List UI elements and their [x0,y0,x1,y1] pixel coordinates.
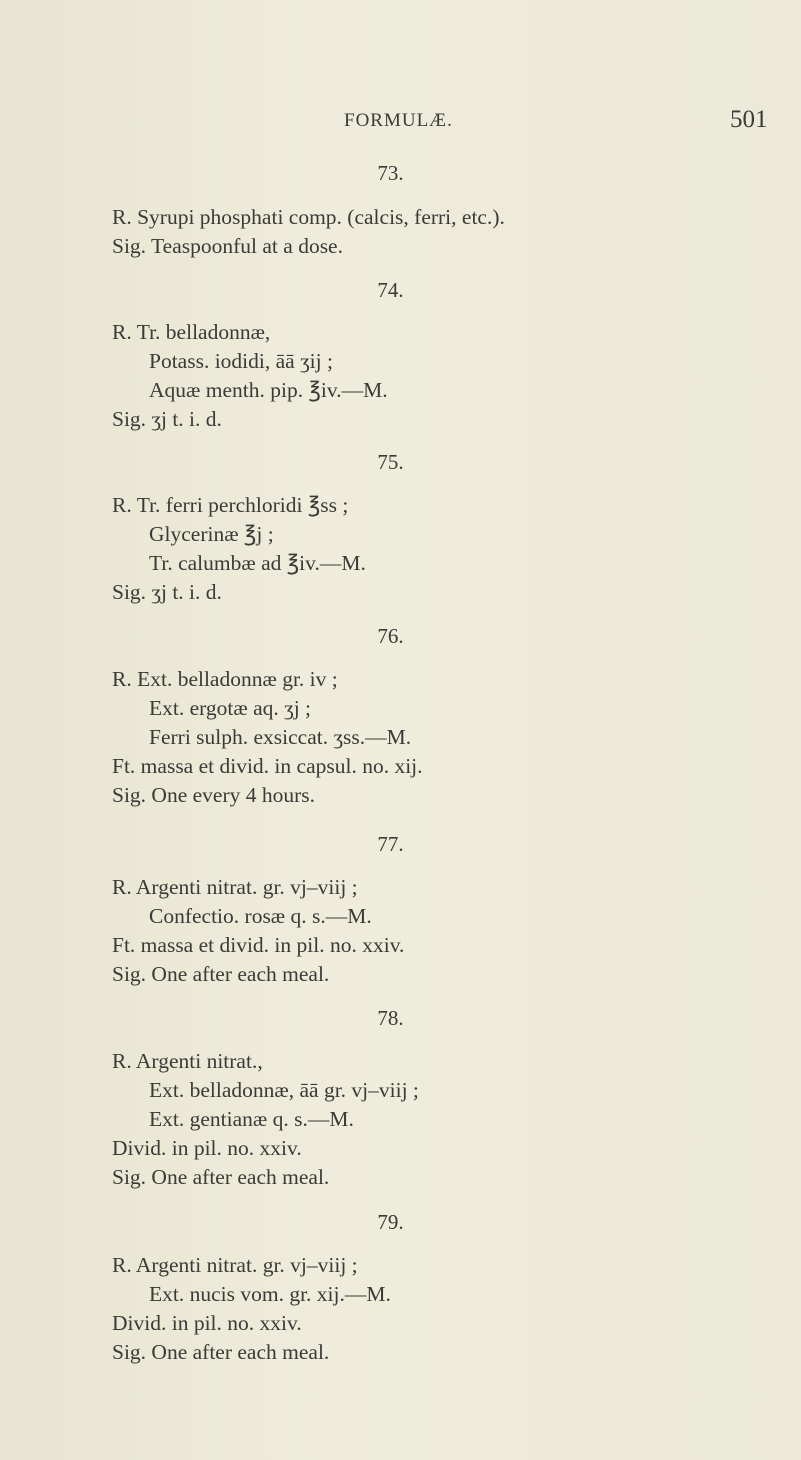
formula-line: R. Argenti nitrat. gr. vj–viij ; [112,875,358,899]
running-head [0,106,801,136]
formula-line: Potass. iodidi, āā ʒij ; [149,349,333,373]
formula-line: Confectio. rosæ q. s.—M. [149,904,372,928]
formula-line: Divid. in pil. no. xxiv. [112,1136,302,1160]
formula-number: 77. [377,832,404,856]
formula-line: R. Argenti nitrat., [112,1049,263,1073]
formula-line: Sig. One after each meal. [112,1340,330,1364]
formula-line: Ext. belladonnæ, āā gr. vj–viij ; [149,1078,419,1102]
formula-line: Ext. ergotæ aq. ʒj ; [149,696,312,720]
formula-line: Ext. gentianæ q. s.—M. [149,1107,354,1131]
formula-line: Ferri sulph. exsiccat. ʒss.—M. [149,725,412,749]
formula-line: R. Syrupi phosphati comp. (calcis, ferri, etc.). [112,205,505,229]
formula-line: Sig. ʒj t. i. d. [112,407,222,431]
formula-line: Sig. One after each meal. [112,962,330,986]
formula-line: Glycerinæ ℥j ; [149,522,274,546]
formula-number: 74. [377,278,404,302]
formula-line: R. Tr. belladonnæ, [112,320,271,344]
formula-line: Sig. One every 4 hours. [112,783,316,807]
formula-line: Ft. massa et divid. in pil. no. xxiv. [112,933,405,957]
formula-line: Sig. ʒj t. i. d. [112,580,222,604]
formula-number: 75. [377,450,404,474]
formula-number: 78. [377,1006,404,1030]
formula-line: Sig. Teaspoonful at a dose. [112,234,343,258]
formula-line: R. Tr. ferri perchloridi ℥ss ; [112,493,349,517]
formula-number: 73. [377,161,404,185]
page-number: 501 [730,106,768,133]
formula-number: 79. [377,1210,404,1234]
running-title: FORMULÆ. [344,110,453,131]
formula-number: 76. [377,624,404,648]
formula-line: Ft. massa et divid. in capsul. no. xij. [112,754,423,778]
formula-line: Divid. in pil. no. xxiv. [112,1311,302,1335]
formula-line: Aquæ menth. pip. ℥iv.—M. [149,378,388,402]
formula-line: Tr. calumbæ ad ℥iv.—M. [149,551,366,575]
formula-line: R. Argenti nitrat. gr. vj–viij ; [112,1253,358,1277]
formula-line: Sig. One after each meal. [112,1165,330,1189]
formula-line: Ext. nucis vom. gr. xij.—M. [149,1282,391,1306]
formula-line: R. Ext. belladonnæ gr. iv ; [112,667,338,691]
